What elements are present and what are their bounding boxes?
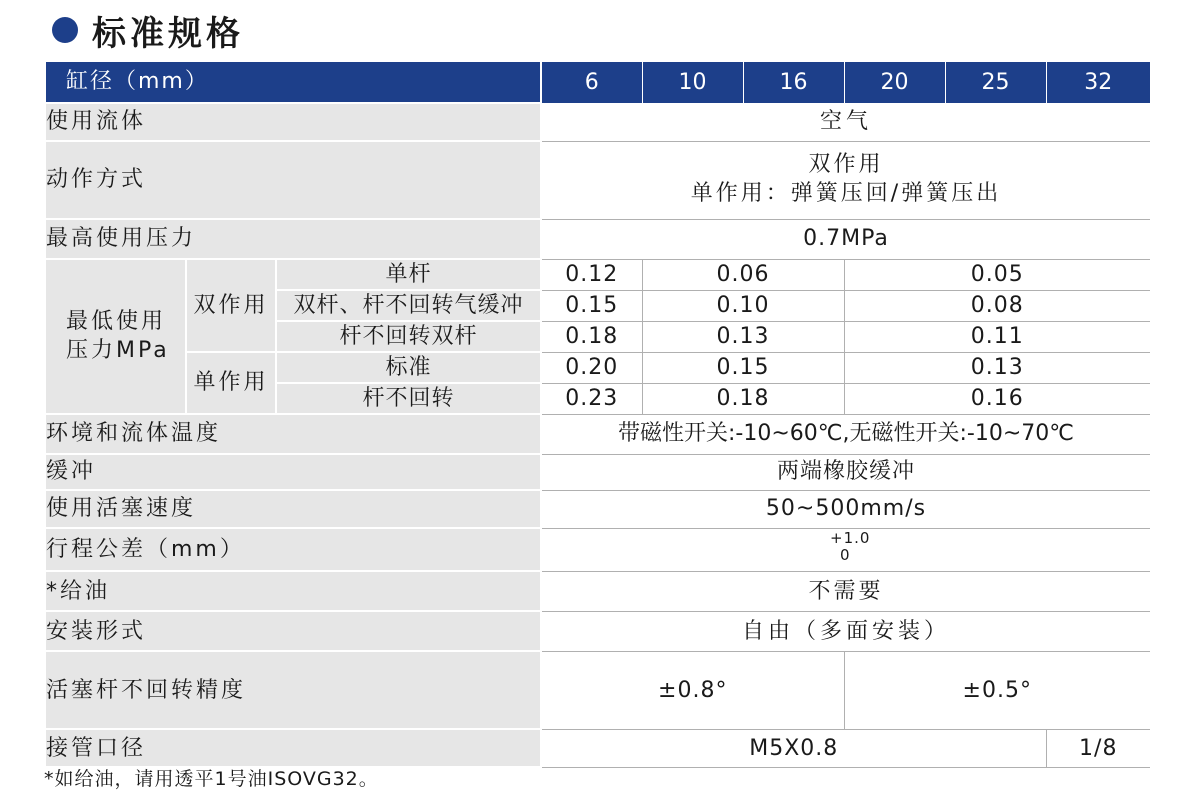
cushion-value: 两端橡胶缓冲 xyxy=(541,454,1150,490)
min-pressure-value: 0.18 xyxy=(541,321,642,352)
bore-6: 6 xyxy=(541,62,642,103)
min-pressure-value: 0.10 xyxy=(642,290,844,321)
min-pressure-row xyxy=(46,259,1150,290)
min-pressure-value: 0.13 xyxy=(844,352,1150,383)
type-label: 单杆 xyxy=(276,259,541,290)
bore-25: 25 xyxy=(945,62,1046,103)
bore-16: 16 xyxy=(743,62,844,103)
cushion-row xyxy=(46,454,1150,490)
stroke-tolerance-value xyxy=(541,528,1150,571)
footnote: *如给油，请用透平1号油ISOVG32。 xyxy=(44,768,379,790)
tolerance-lower: 0 xyxy=(840,545,851,564)
min-pressure-value: 0.06 xyxy=(642,259,844,290)
min-pressure-value: 0.13 xyxy=(642,321,844,352)
bullet-icon xyxy=(52,17,78,43)
mounting-value: 自由（多面安装） xyxy=(541,611,1150,651)
port-large: 1/8 xyxy=(1046,729,1150,767)
action-row xyxy=(46,141,1150,219)
temperature-row xyxy=(46,414,1150,454)
min-pressure-label xyxy=(46,259,186,414)
rod-precision-small: ±0.8° xyxy=(541,651,844,729)
stroke-tolerance-label: 行程公差（mm） xyxy=(46,528,541,571)
rod-precision-large: ±0.5° xyxy=(844,651,1150,729)
min-pressure-row xyxy=(46,352,1150,383)
tolerance-upper: +1.0 xyxy=(830,528,871,547)
mounting-label: 安装形式 xyxy=(46,611,541,651)
lubrication-label: *给油 xyxy=(46,571,541,611)
type-label: 双杆、杆不回转气缓冲 xyxy=(276,290,541,321)
rod-precision-label: 活塞杆不回转精度 xyxy=(46,651,541,729)
max-pressure-label: 最高使用压力 xyxy=(46,219,541,259)
double-acting-label: 双作用 xyxy=(186,259,276,352)
min-pressure-value: 0.05 xyxy=(844,259,1150,290)
min-pressure-value: 0.11 xyxy=(844,321,1150,352)
tolerance-figure xyxy=(826,528,871,565)
section-heading xyxy=(52,8,244,52)
min-pressure-value: 0.23 xyxy=(541,383,642,414)
min-pressure-value: 0.16 xyxy=(844,383,1150,414)
bore-label: 缸径（mm） xyxy=(46,62,541,103)
stroke-tolerance-row xyxy=(46,528,1150,571)
min-pressure-value: 0.12 xyxy=(541,259,642,290)
min-pressure-value: 0.08 xyxy=(844,290,1150,321)
min-pressure-value: 0.15 xyxy=(541,290,642,321)
action-value xyxy=(541,141,1150,219)
lubrication-value: 不需要 xyxy=(541,571,1150,611)
fluid-row xyxy=(46,103,1150,141)
temperature-label: 环境和流体温度 xyxy=(46,414,541,454)
min-pressure-label-line2: 压力MPa xyxy=(66,337,170,363)
max-pressure-value: 0.7MPa xyxy=(541,219,1150,259)
mounting-row xyxy=(46,611,1150,651)
fluid-value: 空气 xyxy=(541,103,1150,141)
speed-value: 50~500mm/s xyxy=(541,490,1150,528)
action-value-line1: 双作用 xyxy=(808,152,884,178)
bore-32: 32 xyxy=(1046,62,1150,103)
speed-label: 使用活塞速度 xyxy=(46,490,541,528)
port-row xyxy=(46,729,1150,767)
rod-precision-row xyxy=(46,651,1150,729)
spec-table xyxy=(46,62,1150,768)
action-value-line2: 单作用：弹簧压回/弹簧压出 xyxy=(690,181,1002,206)
bore-20: 20 xyxy=(844,62,945,103)
section-title: 标准规格 xyxy=(92,13,244,54)
min-pressure-label-line1: 最低使用 xyxy=(66,308,167,334)
speed-row xyxy=(46,490,1150,528)
cushion-label: 缓冲 xyxy=(46,454,541,490)
min-pressure-value: 0.15 xyxy=(642,352,844,383)
bore-10: 10 xyxy=(642,62,743,103)
type-label: 杆不回转双杆 xyxy=(276,321,541,352)
min-pressure-value: 0.20 xyxy=(541,352,642,383)
action-label: 动作方式 xyxy=(46,141,541,219)
type-label: 杆不回转 xyxy=(276,383,541,414)
fluid-label: 使用流体 xyxy=(46,103,541,141)
lubrication-row xyxy=(46,571,1150,611)
port-small: M5X0.8 xyxy=(541,729,1046,767)
single-acting-label: 单作用 xyxy=(186,352,276,414)
header-row xyxy=(46,62,1150,103)
temperature-value: 带磁性开关:-10~60℃,无磁性开关:-10~70℃ xyxy=(541,414,1150,454)
port-label: 接管口径 xyxy=(46,729,541,767)
type-label: 标准 xyxy=(276,352,541,383)
max-pressure-row xyxy=(46,219,1150,259)
min-pressure-value: 0.18 xyxy=(642,383,844,414)
